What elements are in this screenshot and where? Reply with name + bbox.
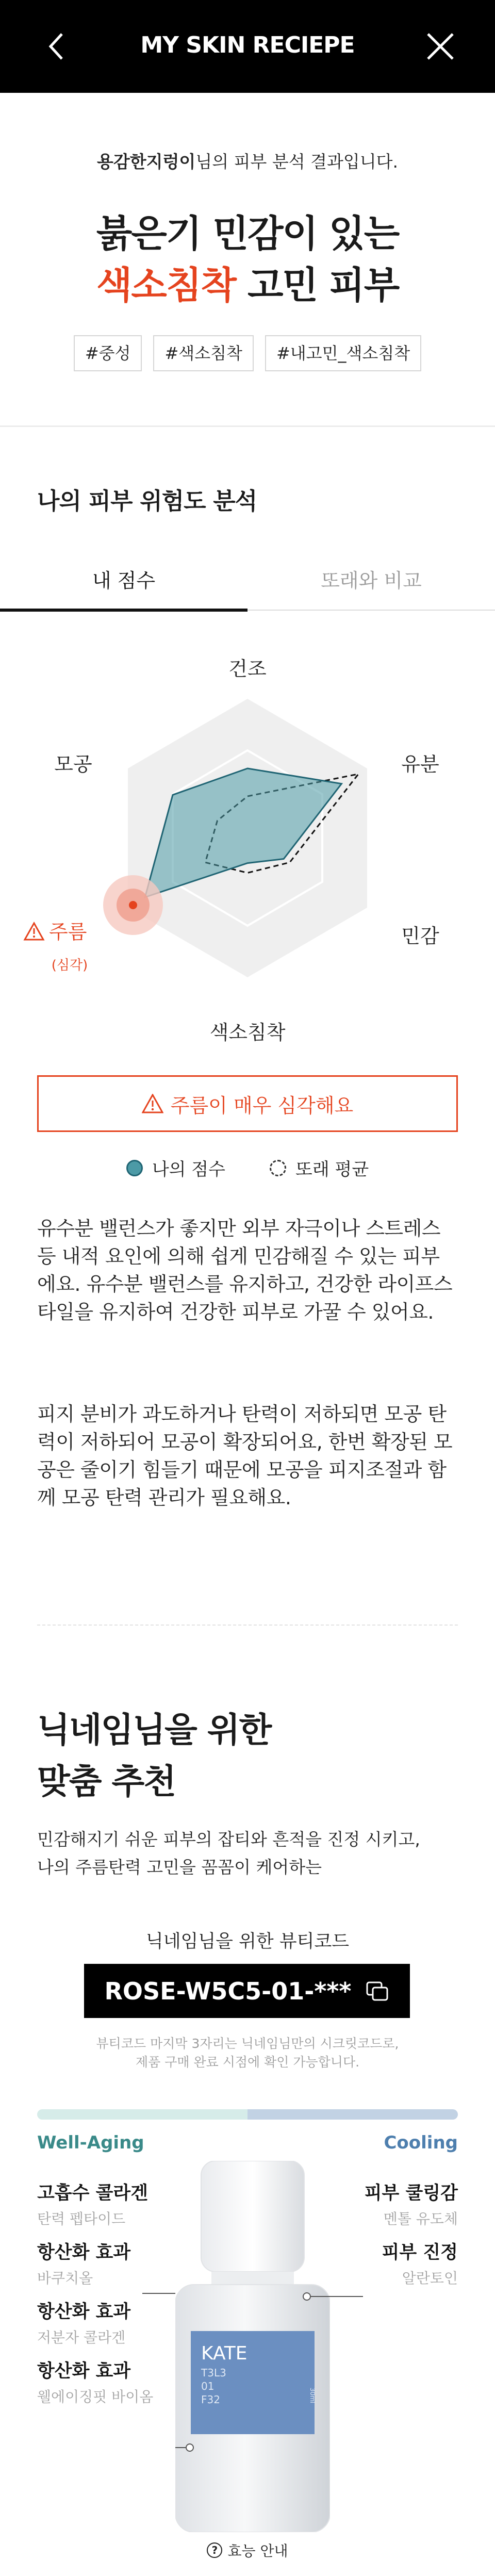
active-tab-indicator <box>0 609 248 612</box>
axis-label-wrinkle-group <box>25 921 88 973</box>
efficacy-info-label: 효능 안내 <box>227 2542 288 2559</box>
bottle-code-2: 01 <box>201 2380 214 2392</box>
legend-swatch-mine <box>126 1160 143 1176</box>
recommend-desc-line2: 나의 주름탄력 고민을 꼼꼼이 케어하는 <box>37 1857 322 1877</box>
cooling-bar <box>248 2109 458 2120</box>
axis-label-wrinkle: 주름 <box>49 921 87 943</box>
close-icon[interactable] <box>423 29 458 64</box>
axis-label-wrinkle-severity: (심각) <box>51 958 88 973</box>
result-suffix: 님의 피부 분석 결과입니다. <box>195 152 398 172</box>
efficacy-info-link[interactable] <box>0 2540 495 2561</box>
feature-title: 항산화 효과 <box>37 2302 131 2322</box>
radar-chart <box>0 645 495 1068</box>
analysis-paragraph-1: 유수분 밸런스가 좋지만 외부 자극이나 스트레스 등 내적 요인에 의해 쉽게 민감해질 수 있는 피부에요. 유수분 밸런스를 유지하고, 건강한 라이프스타일을 유지하여 건강한 피부로 가꿀 수 있어요. <box>37 1217 453 1323</box>
bottle-code-3: F32 <box>201 2393 220 2406</box>
tag-my-concern: #내고민_색소침착 <box>265 335 421 371</box>
feature-right-1 <box>365 2179 458 2228</box>
feature-ingredient: 웰에이징핏 바이옴 <box>37 2388 154 2405</box>
callout-dot-right <box>303 2293 310 2300</box>
legend-swatch-peer <box>270 1160 286 1176</box>
axis-label-pigmentation: 색소침착 <box>209 1021 286 1044</box>
tab-my-score[interactable]: 내 점수 <box>92 569 156 592</box>
recommend-title-line2: 맞춤 추천 <box>37 1762 176 1801</box>
callout-dot-left <box>186 2444 193 2451</box>
headline-line2 <box>0 255 495 309</box>
page-title: MY SKIN RECIEPE <box>140 32 355 58</box>
feature-left-2 <box>37 2238 130 2288</box>
axis-label-pore: 모공 <box>54 753 92 776</box>
tag-pigmentation: #색소침착 <box>153 335 253 371</box>
recommend-title-line1: 닉네임님을 위한 <box>37 1710 271 1750</box>
legend-label-mine: 나의 점수 <box>152 1159 225 1180</box>
beauty-code-note-line1: 뷰티코드 마지막 3자리는 닉네임님만의 시크릿코드로, <box>96 2036 399 2051</box>
feature-ingredient: 멘톨 유도체 <box>383 2210 458 2227</box>
help-icon: ? <box>207 2542 222 2558</box>
dashed-divider <box>37 1625 458 1626</box>
feature-title: 피부 진정 <box>382 2242 458 2263</box>
headline-rest: 고민 피부 <box>235 264 399 307</box>
beauty-code-value: ROSE-W5C5-01-*** <box>104 1977 352 2005</box>
feature-title: 고흡수 콜라겐 <box>37 2183 148 2204</box>
beauty-code-note <box>0 2034 495 2072</box>
recommend-desc-line1: 민감해지기 쉬운 피부의 잡티와 흔적을 진정 시키고, <box>37 1829 420 1849</box>
feature-left-4 <box>37 2357 153 2406</box>
tag-neutral: #중성 <box>74 335 142 371</box>
feature-title: 항산화 효과 <box>37 2242 131 2263</box>
legend-item-peer <box>270 1155 369 1180</box>
tab-peer-compare[interactable]: 또래와 비교 <box>321 569 422 592</box>
top-bar <box>0 0 495 93</box>
tab-baseline <box>248 610 495 611</box>
callout-connector-left <box>142 2292 175 2294</box>
feature-title: 피부 쿨링감 <box>364 2183 458 2204</box>
nickname: 용감한지렁이 <box>97 152 196 172</box>
bottle-volume: 30ml <box>309 2387 316 2403</box>
chart-legend <box>0 1155 495 1180</box>
headline-highlight: 색소침착 <box>96 264 236 307</box>
beauty-code-label: 닉네임님을 위한 뷰티코드 <box>145 1931 350 1952</box>
skin-tags <box>0 335 495 371</box>
beauty-code-box[interactable] <box>84 1964 410 2018</box>
result-intro <box>0 149 495 173</box>
copy-icon[interactable] <box>366 1981 389 2001</box>
section-divider <box>0 425 495 427</box>
recommend-description <box>37 1826 420 1881</box>
feature-title: 항산화 효과 <box>37 2361 131 2382</box>
warning-triangle-icon <box>142 1094 163 1113</box>
bottle-code-1: T3L3 <box>201 2367 226 2379</box>
well-aging-heading: Well-Aging <box>37 2132 144 2153</box>
legend-item-mine <box>126 1155 225 1180</box>
axis-label-oil: 유분 <box>401 753 439 776</box>
feature-ingredient: 알란토인 <box>402 2270 458 2287</box>
product-bottle-image <box>175 2161 330 2532</box>
feature-ingredient: 바쿠치올 <box>37 2270 93 2287</box>
feature-ingredient: 저분자 콜라겐 <box>37 2329 126 2346</box>
axis-label-sensitive: 민감 <box>401 925 439 947</box>
cooling-heading: Cooling <box>384 2132 458 2153</box>
feature-right-2 <box>382 2238 458 2288</box>
axis-label-dry: 건조 <box>228 658 267 680</box>
wrinkle-score-point <box>129 901 137 909</box>
warning-text: 주름이 매우 심각해요 <box>170 1094 354 1117</box>
headline-line1: 붉은기 민감이 있는 <box>96 212 399 255</box>
beauty-code-note-line2: 제품 구매 완료 시점에 확인 가능합니다. <box>135 2055 360 2070</box>
feature-left-1 <box>37 2179 148 2228</box>
bottle-cap <box>201 2161 304 2272</box>
wrinkle-warning-banner <box>37 1075 458 1132</box>
callout-connector-right <box>330 2295 363 2298</box>
warning-triangle-icon <box>25 923 43 940</box>
risk-section-title: 나의 피부 위험도 분석 <box>37 487 257 515</box>
analysis-paragraph-2: 피지 분비가 과도하거나 탄력이 저하되면 모공 탄력이 저하되어 모공이 확장되어요, 한번 확장된 모공은 줄이기 힘들기 때문에 모공을 피지조절과 함께 모공 탄력 관리가 필요해요. <box>37 1403 453 1509</box>
bottle-brand: KATE <box>201 2343 248 2364</box>
feature-ingredient: 탄력 펩타이드 <box>37 2210 126 2227</box>
recommend-title <box>37 1704 271 1808</box>
feature-left-3 <box>37 2298 130 2347</box>
legend-label-peer: 또래 평균 <box>295 1159 369 1180</box>
well-aging-bar <box>37 2109 248 2120</box>
